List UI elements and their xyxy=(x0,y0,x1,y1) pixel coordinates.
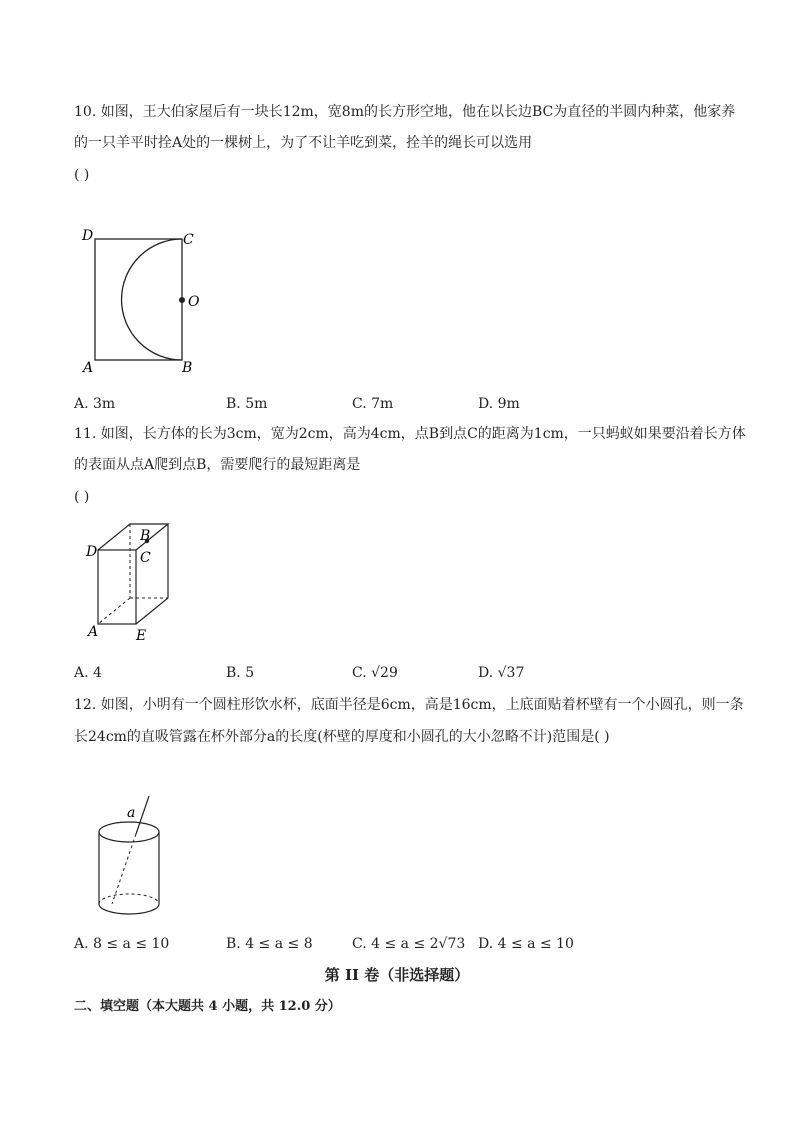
q10-point-o xyxy=(179,297,185,303)
q11-option-b[interactable]: B. 5 xyxy=(226,665,255,681)
q11-label-b: B xyxy=(140,528,151,544)
section-subtitle: 二、填空题（本大题共 4 小题，共 12.0 分） xyxy=(74,999,341,1014)
q12-label-a: a xyxy=(127,805,136,821)
q12-option-a[interactable]: A. 8 ≤ a ≤ 10 xyxy=(74,936,170,952)
q10-label-a: A xyxy=(83,360,94,376)
q10-label-o: O xyxy=(188,294,200,310)
q12-straw-inside xyxy=(112,834,136,904)
section-title: 第 II 卷（非选择题） xyxy=(324,966,470,984)
q12-option-c[interactable]: C. 4 ≤ a ≤ 2√73 xyxy=(352,936,466,952)
q11-option-d[interactable]: D. √37 xyxy=(478,665,525,681)
q10-label-b: B xyxy=(182,360,193,376)
q12-bottom-front-arc xyxy=(99,904,159,914)
q11-paren: ( ) xyxy=(74,489,90,505)
q10-option-a[interactable]: A. 3m xyxy=(74,396,116,412)
q10-option-c[interactable]: C. 7m xyxy=(352,396,394,412)
q11-text-line2: 的表面从点A爬到点B，需要爬行的最短距离是 xyxy=(74,457,361,473)
q11-cuboid-figure xyxy=(82,518,192,648)
q10-label-c: C xyxy=(183,232,194,248)
q12-bottom-back-arc xyxy=(99,894,159,904)
q10-text-line2: 的一只羊平时拴A处的一棵树上，为了不让羊吃到菜，拴羊的绳长可以选用 xyxy=(74,135,533,151)
q11-option-c[interactable]: C. √29 xyxy=(352,665,398,681)
q12-text-line1: 12. 如图，小明有一个圆柱形饮水杯，底面半径是6cm，高是16cm，上底面贴着杯壁有一个小圆孔，则一条 xyxy=(74,697,744,713)
q10-figure xyxy=(76,222,216,382)
q10-label-d: D xyxy=(82,228,94,244)
q12-text-line2: 长24cm的直吸管露在杯外部分a的长度(杯壁的厚度和小圆孔的大小忽略不计)范围是( ) xyxy=(74,729,610,745)
q12-option-b[interactable]: B. 4 ≤ a ≤ 8 xyxy=(226,936,313,952)
q12-top-ellipse xyxy=(99,822,159,842)
q10-paren: ( ) xyxy=(74,167,90,183)
q10-text-line1: 10. 如图，王大伯家屋后有一块长12m，宽8m的长方形空地，他在以长边BC为直径的半圆内种菜，他家养 xyxy=(74,104,736,120)
q11-text-line1: 11. 如图，长方体的长为3cm，宽为2cm，高为4cm，点B到点C的距离为1cm，一只蚂蚁如果要沿着长方体 xyxy=(74,426,746,442)
q10-semicircle xyxy=(122,239,182,360)
q10-option-b[interactable]: B. 5m xyxy=(226,396,268,412)
q11-label-e: E xyxy=(136,628,147,644)
q12-straw-outside xyxy=(136,796,149,834)
q11-label-d: D xyxy=(86,544,98,560)
q12-option-d[interactable]: D. 4 ≤ a ≤ 10 xyxy=(478,936,574,952)
q11-label-c: C xyxy=(140,550,151,566)
q11-label-a: A xyxy=(88,624,99,640)
q11-option-a[interactable]: A. 4 xyxy=(74,665,102,681)
q10-option-d[interactable]: D. 9m xyxy=(478,396,520,412)
q11-top-face xyxy=(98,524,168,550)
q12-cylinder-figure xyxy=(96,790,206,920)
q11-hidden-edge-diagonal xyxy=(98,598,130,624)
